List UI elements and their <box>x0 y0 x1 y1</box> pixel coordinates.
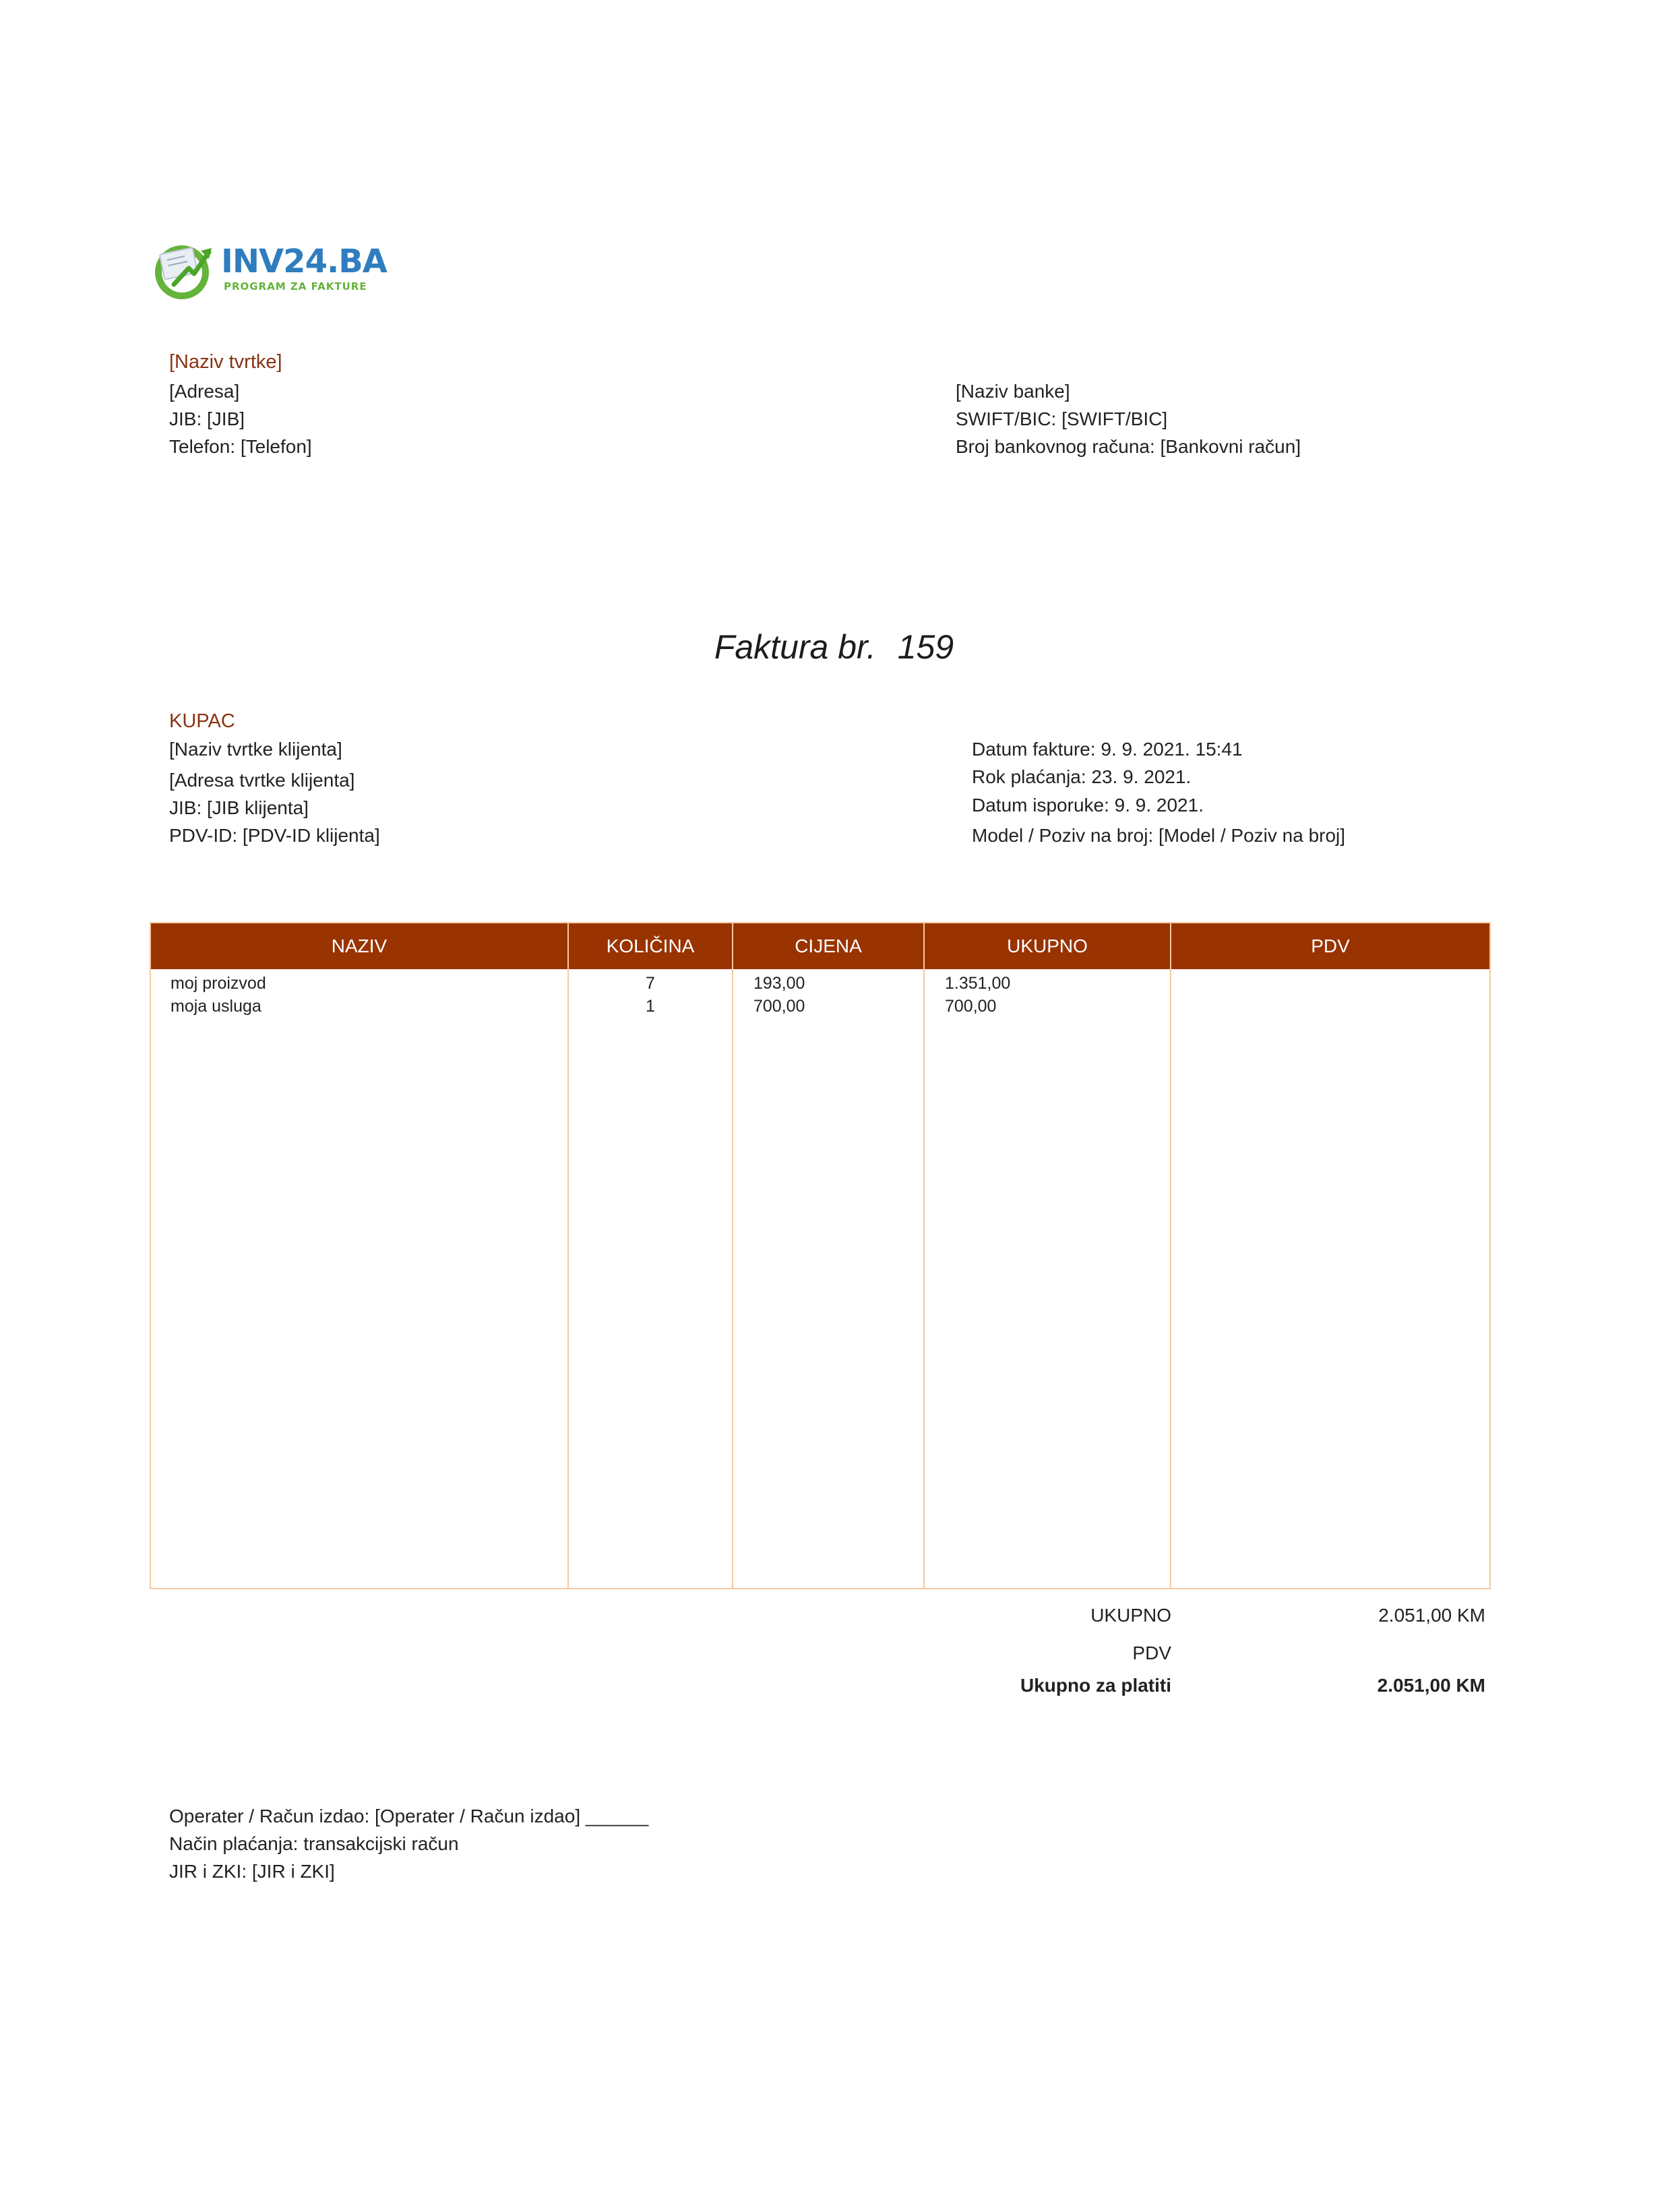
buyer-pdv-id: PDV-ID: [PDV-ID klijenta] <box>169 825 380 846</box>
invoice-title <box>0 627 1668 667</box>
logo-wordmark: INV24.BA <box>221 243 387 280</box>
cell-ukupno: 700,00 <box>945 997 997 1016</box>
invoice-date: Datum fakture: 9. 9. 2021. 15:41 <box>972 739 1243 760</box>
buyer-heading: KUPAC <box>169 710 235 732</box>
bank-swift: SWIFT/BIC: [SWIFT/BIC] <box>956 408 1168 429</box>
company-logo <box>150 237 387 305</box>
seller-name: [Naziv tvrtke] <box>169 351 282 373</box>
column-header-pdv: PDV <box>1311 935 1350 956</box>
cell-naziv: moj proizvod <box>171 974 266 993</box>
invoice-title-prefix: Faktura br. <box>714 628 876 666</box>
payment-model: Model / Poziv na broj: [Model / Poziv na broj] <box>972 825 1346 846</box>
due-date: Rok plaćanja: 23. 9. 2021. <box>972 766 1192 787</box>
payment-method: Način plaćanja: transakcijski račun <box>169 1833 459 1854</box>
buyer-name: [Naziv tvrtke klijenta] <box>169 739 342 760</box>
buyer-address: [Adresa tvrtke klijenta] <box>169 770 355 791</box>
column-header-cijena: CIJENA <box>795 935 862 956</box>
column-header-ukupno: UKUPNO <box>1007 935 1088 956</box>
cell-cijena: 193,00 <box>753 974 805 993</box>
cell-kolicina: 1 <box>646 997 655 1016</box>
buyer-jib: JIB: [JIB klijenta] <box>169 797 309 818</box>
column-header-kolicina: KOLIČINA <box>606 935 695 956</box>
column-divider <box>732 923 733 1588</box>
table-header <box>151 923 1489 969</box>
bank-account: Broj bankovnog računa: [Bankovni račun] <box>956 436 1301 457</box>
subtotal-value: 2.051,00 KM <box>1378 1605 1485 1626</box>
grand-total-value: 2.051,00 KM <box>1377 1675 1485 1696</box>
column-header-naziv: NAZIV <box>331 935 388 956</box>
pdv-label: PDV <box>1132 1642 1171 1663</box>
column-divider <box>1170 923 1171 1588</box>
jir-zki: JIR i ZKI: [JIR i ZKI] <box>169 1861 335 1882</box>
column-divider <box>923 923 925 1588</box>
cell-cijena: 700,00 <box>753 997 805 1016</box>
seller-jib: JIB: [JIB] <box>169 408 245 429</box>
seller-phone: Telefon: [Telefon] <box>169 436 312 457</box>
logo-tagline: PROGRAM ZA FAKTURE <box>224 280 367 293</box>
column-divider <box>567 923 569 1588</box>
seller-address: [Adresa] <box>169 381 240 402</box>
grand-total-label: Ukupno za platiti <box>1020 1675 1171 1696</box>
cell-naziv: moja usluga <box>171 997 261 1016</box>
logo-badge-icon <box>150 237 217 305</box>
bank-name: [Naziv banke] <box>956 381 1070 402</box>
cell-kolicina: 7 <box>646 974 655 993</box>
delivery-date: Datum isporuke: 9. 9. 2021. <box>972 795 1204 816</box>
subtotal-label: UKUPNO <box>1090 1605 1171 1626</box>
cell-ukupno: 1.351,00 <box>945 974 1011 993</box>
invoice-number: 159 <box>897 628 954 666</box>
items-table <box>150 922 1491 1589</box>
operator-line: Operater / Račun izdao: [Operater / Račun izdao] ______ <box>169 1806 649 1826</box>
